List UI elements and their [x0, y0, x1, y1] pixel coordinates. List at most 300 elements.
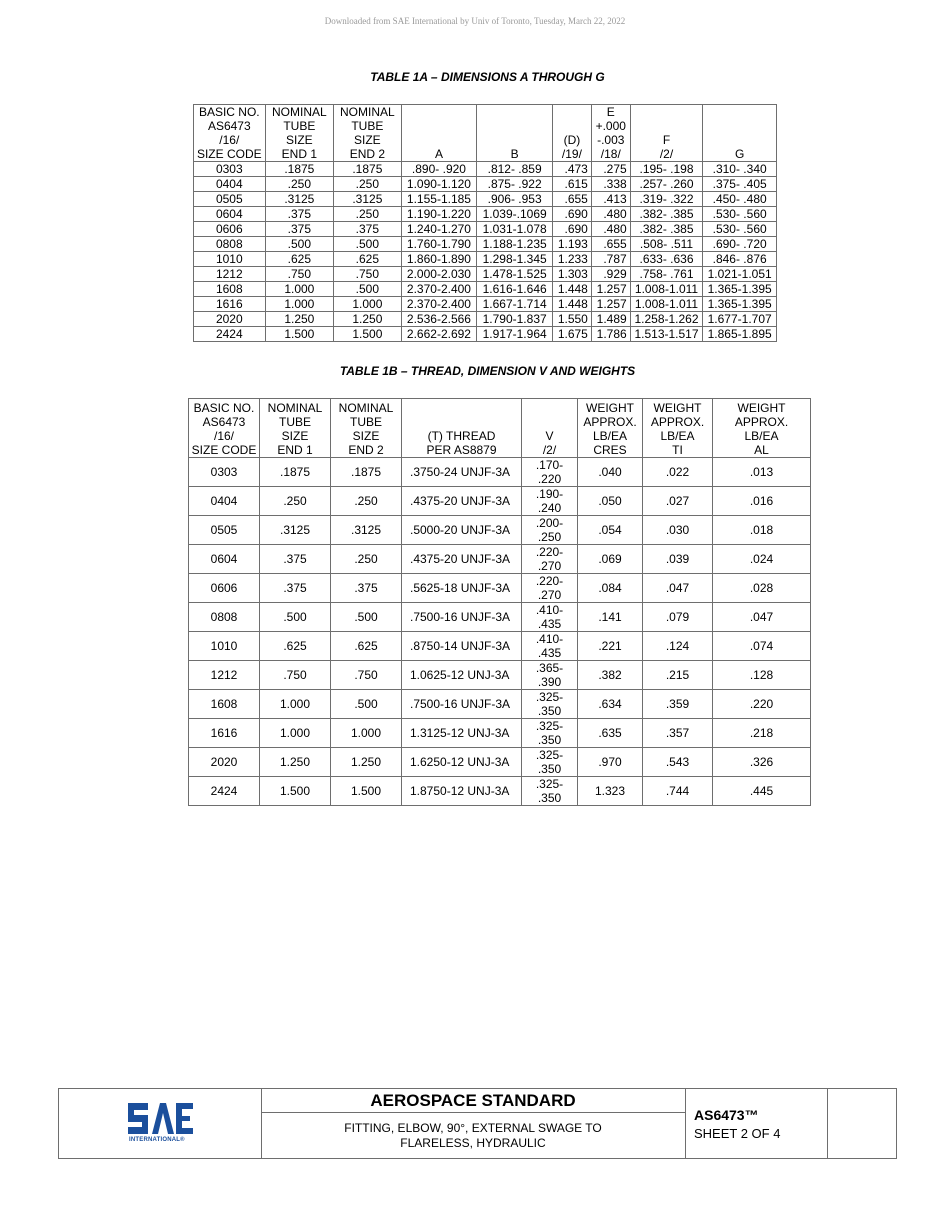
blank-cell [828, 1089, 896, 1158]
table-cell: .530- .560 [703, 207, 777, 222]
table-cell: .359 [643, 690, 713, 719]
column-header [578, 399, 643, 458]
table-cell [522, 516, 578, 545]
table-cell: .375 [260, 574, 331, 603]
table-cell: .030 [643, 516, 713, 545]
table-cell: 1616 [189, 719, 260, 748]
table-cell: 1.0625-12 UNJ-3A [402, 661, 522, 690]
header-line: AL [754, 443, 769, 457]
table-1a-dimensions [193, 104, 777, 342]
column-header [265, 105, 334, 162]
header-line: END 2 [348, 443, 384, 457]
table-cell: 1010 [189, 632, 260, 661]
table-cell: .024 [713, 545, 811, 574]
table-cell: .929 [591, 267, 630, 282]
table-cell: .655 [591, 237, 630, 252]
table-cell: .3125 [265, 192, 334, 207]
table-cell: .655 [552, 192, 591, 207]
header-line: CRES [593, 443, 627, 457]
table-cell [522, 748, 578, 777]
table-row [194, 297, 777, 312]
table-cell: .079 [643, 603, 713, 632]
table-cell: .039 [643, 545, 713, 574]
table-cell [522, 719, 578, 748]
table-row [194, 222, 777, 237]
column-header [477, 105, 553, 162]
header-line: G [734, 147, 745, 161]
table-row [194, 237, 777, 252]
column-header [703, 105, 777, 162]
table-cell: .543 [643, 748, 713, 777]
table-row [194, 177, 777, 192]
header-line: TI [672, 443, 683, 457]
description-line: FLARELESS, HYDRAULIC [400, 1136, 546, 1150]
table-cell: 0404 [189, 487, 260, 516]
table-cell: 1.188-1.235 [477, 237, 553, 252]
table-cell: .047 [643, 574, 713, 603]
table-cell: .750 [260, 661, 331, 690]
table-cell: .382- .385 [630, 222, 703, 237]
table-cell: 1608 [194, 282, 266, 297]
table-cell: .375 [331, 574, 402, 603]
table-cell: .1875 [331, 458, 402, 487]
table-cell: .220 [713, 690, 811, 719]
table-cell: .634 [578, 690, 643, 719]
header-line: END 1 [281, 147, 318, 161]
table-cell: .250 [260, 487, 331, 516]
table-cell: .480 [591, 222, 630, 237]
title-block [58, 1088, 897, 1159]
table-cell: 1.500 [334, 327, 402, 342]
header-line: /2/ [659, 147, 674, 161]
table-cell: .357 [643, 719, 713, 748]
cell-line: .325- [535, 777, 564, 791]
table-row [189, 458, 811, 487]
document-description [261, 1113, 685, 1151]
table-cell: 1.500 [260, 777, 331, 806]
table-cell: 1.193 [552, 237, 591, 252]
table-cell: .413 [591, 192, 630, 207]
table-1b-thread-weights [188, 398, 811, 806]
table-cell: .846- .876 [703, 252, 777, 267]
cell-line: .325- [535, 690, 564, 704]
table-cell: .625 [265, 252, 334, 267]
table-cell: .375 [334, 222, 402, 237]
table-cell: 1.616-1.646 [477, 282, 553, 297]
column-header [260, 399, 331, 458]
table-cell: 1608 [189, 690, 260, 719]
table-cell: .875- .922 [477, 177, 553, 192]
table-cell: .812- .859 [477, 162, 553, 177]
table-cell: 0606 [194, 222, 266, 237]
header-line: AS6473 [202, 415, 246, 429]
header-line: NOMINAL [272, 105, 327, 119]
table-cell [522, 603, 578, 632]
description-line: FITTING, ELBOW, 90°, EXTERNAL SWAGE TO [344, 1121, 602, 1135]
header-line: /2/ [542, 443, 557, 457]
cell-line: .270 [537, 588, 562, 602]
table-cell: 0808 [194, 237, 266, 252]
table-cell: .215 [643, 661, 713, 690]
cell-line: .410- [535, 632, 564, 646]
table-cell: 1.021-1.051 [703, 267, 777, 282]
table-cell: 1.917-1.964 [477, 327, 553, 342]
table-cell: 1616 [194, 297, 266, 312]
table-row [189, 719, 811, 748]
table-row [189, 748, 811, 777]
header-line: /19/ [561, 147, 582, 161]
table-cell: .4375-20 UNJF-3A [402, 487, 522, 516]
table-cell: .218 [713, 719, 811, 748]
header-line: SIZE [286, 133, 313, 147]
header-line: E [606, 105, 615, 119]
table-row [189, 690, 811, 719]
table-cell: .690 [552, 222, 591, 237]
table-cell: 0604 [194, 207, 266, 222]
table-cell: 1.323 [578, 777, 643, 806]
table-cell: 1.677-1.707 [703, 312, 777, 327]
table-cell: .018 [713, 516, 811, 545]
column-header [331, 399, 402, 458]
cell-line: .240 [537, 501, 562, 515]
table-cell: .750 [265, 267, 334, 282]
table-cell: 1.039-.1069 [477, 207, 553, 222]
cell-line: .435 [537, 646, 562, 660]
table-cell: .310- .340 [703, 162, 777, 177]
table-row [189, 632, 811, 661]
table-cell: 1.250 [265, 312, 334, 327]
table-cell: .750 [334, 267, 402, 282]
logo-cell [59, 1089, 262, 1158]
table-cell: .074 [713, 632, 811, 661]
table-cell: 1.786 [591, 327, 630, 342]
table-row [194, 267, 777, 282]
table-cell [522, 777, 578, 806]
table-cell: .500 [331, 690, 402, 719]
table-cell: 1.500 [331, 777, 402, 806]
cell-line: .190- [535, 487, 564, 501]
table-cell: .257- .260 [630, 177, 703, 192]
header-line: SIZE CODE [191, 443, 257, 457]
table-cell: .500 [265, 237, 334, 252]
table-row [189, 545, 811, 574]
column-header [401, 105, 477, 162]
table-row [189, 603, 811, 632]
table-cell: 1.3125-12 UNJ-3A [402, 719, 522, 748]
table-cell: 0404 [194, 177, 266, 192]
header-line: APPROX. [650, 415, 705, 429]
table-row [189, 661, 811, 690]
cell-line: .220 [537, 472, 562, 486]
table-cell: 1.365-1.395 [703, 297, 777, 312]
table-cell: 1.865-1.895 [703, 327, 777, 342]
table-cell: 1212 [189, 661, 260, 690]
table-cell: 1.365-1.395 [703, 282, 777, 297]
table-cell: 1010 [194, 252, 266, 267]
cell-line: .350 [537, 733, 562, 747]
table-cell: .4375-20 UNJF-3A [402, 545, 522, 574]
table-1a-title: TABLE 1A – DIMENSIONS A THROUGH G [370, 70, 605, 84]
table-cell: .625 [334, 252, 402, 267]
table-cell: 0303 [189, 458, 260, 487]
column-header [552, 105, 591, 162]
table-cell: 0505 [189, 516, 260, 545]
table-cell: .040 [578, 458, 643, 487]
table-cell: .500 [260, 603, 331, 632]
header-line: SIZE CODE [196, 147, 262, 161]
table-cell: 1.760-1.790 [401, 237, 477, 252]
header-line: APPROX. [734, 415, 789, 429]
table-row [194, 192, 777, 207]
table-cell: .124 [643, 632, 713, 661]
table-cell: 2.536-2.566 [401, 312, 477, 327]
table-cell: .250 [334, 177, 402, 192]
table-cell: .016 [713, 487, 811, 516]
header-line: WEIGHT [586, 401, 634, 415]
table-cell: 1.000 [260, 719, 331, 748]
table-cell: .250 [331, 545, 402, 574]
header-line: /16/ [213, 429, 234, 443]
table-cell: .758- .761 [630, 267, 703, 282]
table-cell: .625 [260, 632, 331, 661]
table-cell: 1.667-1.714 [477, 297, 553, 312]
table-cell: 1.298-1.345 [477, 252, 553, 267]
header-line: APPROX. [583, 415, 637, 429]
table-cell: .970 [578, 748, 643, 777]
cell-line: .365- [535, 661, 564, 675]
header-line: NOMINAL [338, 401, 394, 415]
header-line: TUBE [278, 415, 311, 429]
table-cell: .027 [643, 487, 713, 516]
table-cell: .1875 [334, 162, 402, 177]
table-cell: .445 [713, 777, 811, 806]
table-row [189, 516, 811, 545]
header-line: WEIGHT [737, 401, 786, 415]
sae-logo-subtext: INTERNATIONAL® [129, 1137, 185, 1143]
title-cell [261, 1089, 686, 1158]
table-cell: .473 [552, 162, 591, 177]
table-cell: 1.008-1.011 [630, 297, 703, 312]
header-line: TUBE [351, 119, 384, 133]
table-cell: 1.860-1.890 [401, 252, 477, 267]
table-cell: 2424 [189, 777, 260, 806]
cell-line: .350 [537, 762, 562, 776]
table-cell: 1.258-1.262 [630, 312, 703, 327]
table-cell: .382 [578, 661, 643, 690]
table-cell: .054 [578, 516, 643, 545]
table-cell: 1.513-1.517 [630, 327, 703, 342]
table-cell [522, 545, 578, 574]
table-1a-header-row [194, 105, 777, 162]
column-header [591, 105, 630, 162]
table-row [189, 777, 811, 806]
header-line: SIZE [281, 429, 309, 443]
table-cell: .250 [334, 207, 402, 222]
sae-logo [128, 1101, 194, 1137]
cell-line: .350 [537, 704, 562, 718]
cell-line: .325- [535, 719, 564, 733]
table-cell: .326 [713, 748, 811, 777]
table-cell: 0606 [189, 574, 260, 603]
table-cell: .3125 [260, 516, 331, 545]
table-cell: .8750-14 UNJF-3A [402, 632, 522, 661]
table-cell: 1.000 [260, 690, 331, 719]
header-line: LB/EA [744, 429, 779, 443]
table-cell: 2.000-2.030 [401, 267, 477, 282]
table-row [194, 282, 777, 297]
table-row [194, 162, 777, 177]
cell-line: .200- [535, 516, 564, 530]
header-line: +.000 [595, 119, 626, 133]
cell-line: .350 [537, 791, 562, 805]
table-cell: .013 [713, 458, 811, 487]
table-cell: .375 [260, 545, 331, 574]
header-line: -.003 [597, 133, 625, 147]
table-cell: 1.448 [552, 297, 591, 312]
table-cell [522, 690, 578, 719]
header-line: F [662, 133, 671, 147]
table-cell: 0604 [189, 545, 260, 574]
table-cell: .635 [578, 719, 643, 748]
cell-line: .250 [537, 530, 562, 544]
table-row [189, 574, 811, 603]
cell-line: .435 [537, 617, 562, 631]
table-cell: .3125 [331, 516, 402, 545]
download-watermark: Downloaded from SAE International by Univ of Toronto, Tuesday, March 22, 2022 [324, 16, 626, 26]
table-cell: .906- .953 [477, 192, 553, 207]
table-cell: 2020 [189, 748, 260, 777]
header-line: /18/ [600, 147, 621, 161]
table-cell: .382- .385 [630, 207, 703, 222]
table-cell: 1.257 [591, 297, 630, 312]
table-cell: 1212 [194, 267, 266, 282]
table-cell: .047 [713, 603, 811, 632]
table-row [194, 252, 777, 267]
table-cell: 1.8750-12 UNJ-3A [402, 777, 522, 806]
header-line: BASIC NO. [193, 401, 255, 415]
table-1b-title: TABLE 1B – THREAD, DIMENSION V AND WEIGHTS [339, 364, 636, 378]
table-cell [522, 661, 578, 690]
header-line: END 2 [349, 147, 386, 161]
table-cell: 1.550 [552, 312, 591, 327]
table-cell: 1.790-1.837 [477, 312, 553, 327]
table-cell: 2.370-2.400 [401, 282, 477, 297]
table-cell: .1875 [260, 458, 331, 487]
document-id: AS6473™ [694, 1107, 759, 1123]
table-cell: .750 [331, 661, 402, 690]
header-line: B [510, 147, 519, 161]
table-row [194, 207, 777, 222]
table-cell: .7500-16 UNJF-3A [402, 603, 522, 632]
table-1b-header-row [189, 399, 811, 458]
table-cell: .141 [578, 603, 643, 632]
header-line: PER AS8879 [426, 443, 497, 457]
cell-line: .220- [535, 545, 564, 559]
document-number-cell [686, 1089, 828, 1158]
column-header [334, 105, 402, 162]
table-cell: .221 [578, 632, 643, 661]
table-cell: .615 [552, 177, 591, 192]
table-cell: 1.250 [331, 748, 402, 777]
header-line: TUBE [349, 415, 382, 429]
table-cell: .195- .198 [630, 162, 703, 177]
table-cell: .890- .920 [401, 162, 477, 177]
table-cell: .1875 [265, 162, 334, 177]
header-line: SIZE [354, 133, 381, 147]
table-cell: 2020 [194, 312, 266, 327]
cell-line: .220- [535, 574, 564, 588]
table-cell: 0505 [194, 192, 266, 207]
cell-line: .170- [535, 458, 564, 472]
table-cell: .690 [552, 207, 591, 222]
table-cell [522, 574, 578, 603]
column-header [643, 399, 713, 458]
table-cell: 0303 [194, 162, 266, 177]
table-cell: 1.250 [260, 748, 331, 777]
header-line: NOMINAL [340, 105, 395, 119]
cell-line: .270 [537, 559, 562, 573]
table-cell: .375 [265, 222, 334, 237]
table-cell: .069 [578, 545, 643, 574]
table-cell: 1.303 [552, 267, 591, 282]
table-cell: 1.000 [331, 719, 402, 748]
table-cell: .5000-20 UNJF-3A [402, 516, 522, 545]
table-cell: 2.662-2.692 [401, 327, 477, 342]
table-cell: .530- .560 [703, 222, 777, 237]
column-header [189, 399, 260, 458]
table-cell: 1.155-1.185 [401, 192, 477, 207]
standard-label: AEROSPACE STANDARD [261, 1089, 685, 1113]
table-cell: 1.500 [265, 327, 334, 342]
table-cell: .5625-18 UNJF-3A [402, 574, 522, 603]
header-line: BASIC NO. [198, 105, 260, 119]
table-cell: 1.240-1.270 [401, 222, 477, 237]
table-cell: .500 [334, 237, 402, 252]
table-cell: 1.000 [265, 297, 334, 312]
table-cell: .028 [713, 574, 811, 603]
table-cell: 1.008-1.011 [630, 282, 703, 297]
header-line: A [434, 147, 443, 161]
cell-line: .390 [537, 675, 562, 689]
header-line: /16/ [219, 133, 240, 147]
table-cell: 1.675 [552, 327, 591, 342]
table-cell: .7500-16 UNJF-3A [402, 690, 522, 719]
table-cell: 1.031-1.078 [477, 222, 553, 237]
table-cell: 2.370-2.400 [401, 297, 477, 312]
table-cell: 1.190-1.220 [401, 207, 477, 222]
table-cell: 1.448 [552, 282, 591, 297]
table-cell: .250 [265, 177, 334, 192]
table-cell: .375- .405 [703, 177, 777, 192]
header-line: TUBE [283, 119, 316, 133]
table-cell: .375 [265, 207, 334, 222]
table-cell: 2424 [194, 327, 266, 342]
header-line: (D) [563, 133, 581, 147]
table-cell: .744 [643, 777, 713, 806]
header-line: AS6473 [207, 119, 251, 133]
column-header [402, 399, 522, 458]
table-cell: 1.233 [552, 252, 591, 267]
table-row [194, 312, 777, 327]
column-header [630, 105, 703, 162]
table-cell: .633- .636 [630, 252, 703, 267]
header-line: (T) THREAD [427, 429, 496, 443]
table-cell [522, 487, 578, 516]
cell-line: .325- [535, 748, 564, 762]
sheet-number: SHEET 2 OF 4 [694, 1126, 781, 1141]
table-cell: .690- .720 [703, 237, 777, 252]
table-cell: 1.000 [334, 297, 402, 312]
